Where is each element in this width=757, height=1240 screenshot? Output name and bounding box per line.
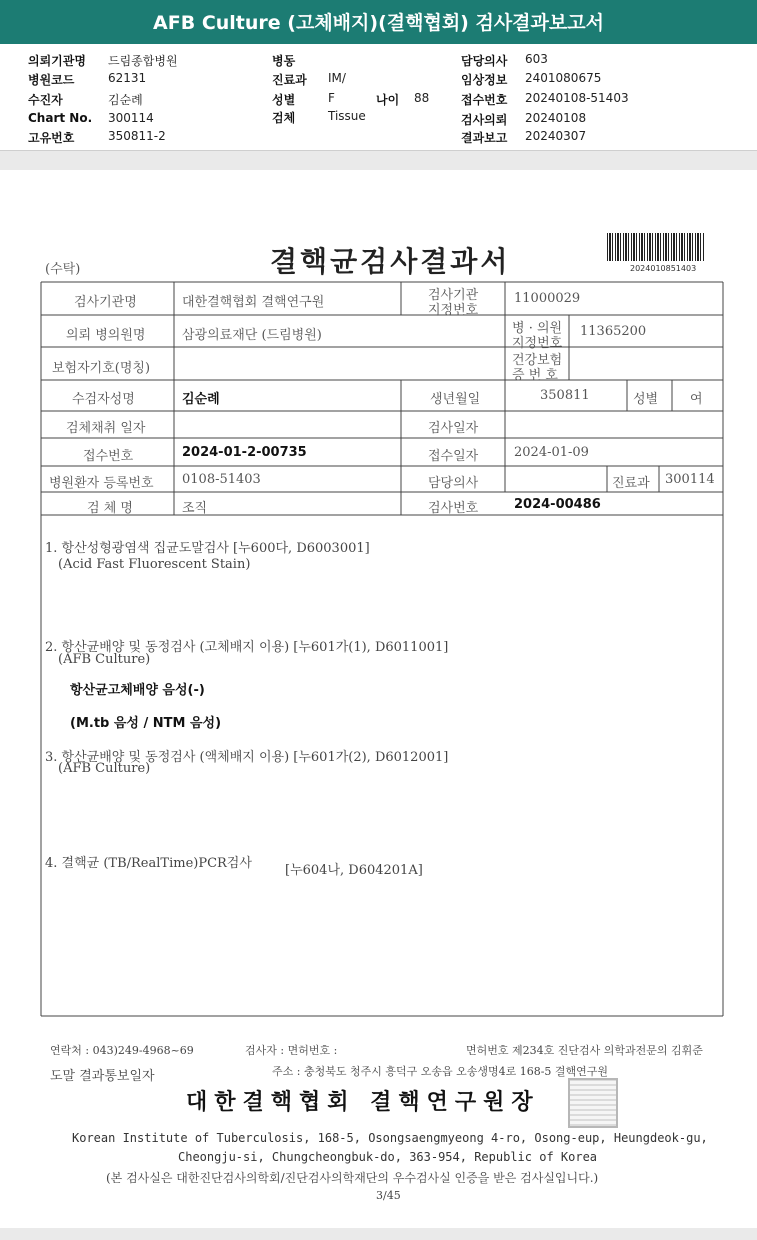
label-request-date: 검사의뢰 <box>461 113 508 127</box>
label-specimen-name: 검 체 명 <box>87 501 133 516</box>
label-accession-date: 접수일자 <box>428 449 479 464</box>
item-3-subtitle: (AFB Culture) <box>58 761 151 776</box>
label-age: 나이 <box>376 93 400 107</box>
label-receipt-no: 접수번호 <box>461 93 508 107</box>
label-ward: 병동 <box>272 54 296 68</box>
address-english-2: Cheongju-si, Chungcheongbuk-do, 363-954, Republic of Korea <box>178 1150 598 1164</box>
patient-info-panel <box>0 44 757 151</box>
item-2-subtitle: (AFB Culture) <box>58 652 151 667</box>
clinic-no: 11365200 <box>580 324 647 339</box>
item-3-title: 3. 항산균배양 및 동정검사 (액체배지 이용) [누601가(2), D6012001] <box>45 750 449 765</box>
label-doctor: 담당의사 <box>461 54 508 68</box>
label-insurance-no-1: 건강보험 <box>512 353 563 368</box>
report-date: 20240307 <box>525 129 587 143</box>
page-number: 3/45 <box>376 1189 401 1202</box>
label-chart-no: Chart No. <box>28 111 93 125</box>
certification-note: (본 검사실은 대한진단검사의학회/진단검사의학재단의 우수검사실 인증을 받은 검사실입니다.) <box>106 1171 599 1185</box>
label-testing-org: 검사기관명 <box>74 295 137 310</box>
patient-name: 김순례 <box>108 93 143 107</box>
label-testing-org-no-2: 지정번호 <box>428 303 479 318</box>
scanned-document <box>0 170 757 1228</box>
label-accession-no: 접수번호 <box>83 449 134 464</box>
receipt-no: 20240108-51403 <box>525 91 629 105</box>
license: 면허번호 제234호 진단검사 의학과전문의 김휘준 <box>466 1044 703 1057</box>
label-clinic-no-1: 병 · 의원 <box>512 321 563 336</box>
chart-no: 300114 <box>108 111 154 125</box>
label-testing-org-no-1: 검사기관 <box>428 288 479 303</box>
label-attending-doctor: 담당의사 <box>428 476 479 491</box>
notice-date-label: 도말 결과통보일자 <box>50 1069 155 1084</box>
age: 88 <box>414 91 430 105</box>
accession-date: 2024-01-09 <box>514 445 589 460</box>
label-requesting-org: 의뢰기관명 <box>28 54 86 68</box>
official-seal <box>568 1078 618 1128</box>
accession-no: 2024-01-2-00735 <box>182 445 307 460</box>
item-1-title: 1. 항산성형광염색 집균도말검사 [누600다, D6003001] <box>45 541 370 556</box>
label-collection-date: 검체채취 일자 <box>66 421 146 436</box>
requesting-org: 드림종합병원 <box>108 54 178 68</box>
specimen-name: 조직 <box>182 501 208 516</box>
label-hospital-code: 병원코드 <box>28 73 75 87</box>
contact: 연락처 : 043)249-4968~69 <box>50 1044 194 1057</box>
birth-date: 350811 <box>540 388 590 403</box>
examiner: 검사자 : 면허번호 : <box>245 1044 338 1057</box>
label-insurance-no-2: 증 번 호 <box>512 368 558 383</box>
item-2-title: 2. 항산균배양 및 동정검사 (고체배지 이용) [누601가(1), D6011001] <box>45 640 449 655</box>
label-unique-no: 고유번호 <box>28 131 75 145</box>
clinical-info: 2401080675 <box>525 71 602 85</box>
label-clinical-info: 임상정보 <box>461 73 508 87</box>
label-clinic-dept: 진료과 <box>612 476 650 491</box>
address-english-1: Korean Institute of Tuberculosis, 168-5, Osongsaengmyeong 4-ro, Osong-eup, Heungdeok-gu, <box>72 1131 708 1145</box>
sex: F <box>328 91 335 105</box>
document-title: 결핵균검사결과서 <box>270 245 511 278</box>
label-report-date: 결과보고 <box>461 131 508 145</box>
requesting-clinic: 삼광의료재단 (드림병원) <box>182 328 322 343</box>
report-title: AFB Culture (고체배지)(결핵협회) 검사결과보고서 <box>0 0 757 44</box>
item-2-result-detail: (M.tb 음성 / NTM 음성) <box>70 716 222 731</box>
label-sex: 성별 <box>272 93 296 107</box>
item-2-result: 항산균고체배양 음성(-) <box>70 683 205 698</box>
test-no: 2024-00486 <box>514 497 601 512</box>
examinee-sex: 여 <box>690 392 703 407</box>
request-date: 20240108 <box>525 111 587 125</box>
label-requesting-clinic: 의뢰 병의원명 <box>66 328 146 343</box>
item-1-subtitle: (Acid Fast Fluorescent Stain) <box>58 557 251 572</box>
specimen: Tissue <box>328 109 366 123</box>
hospital-patient-no: 0108-51403 <box>182 472 261 487</box>
item-4-title: 4. 결핵균 (TB/RealTime)PCR검사 <box>45 856 252 871</box>
examinee-name: 김순례 <box>182 392 220 407</box>
institute-name: 대한결핵협회 결핵연구원장 <box>186 1089 540 1115</box>
label-examinee-name: 수검자성명 <box>72 392 135 407</box>
label-specimen: 검체 <box>272 111 296 125</box>
doctor: 603 <box>525 52 548 66</box>
clinic-dept: 300114 <box>665 472 715 487</box>
testing-org: 대한결핵협회 결핵연구원 <box>182 295 325 310</box>
address-korean: 주소 : 충청북도 청주시 흥덕구 오송읍 오송생명4로 168-5 결핵연구원 <box>272 1065 609 1078</box>
label-birth-date: 생년월일 <box>430 392 481 407</box>
label-clinic-no-2: 지정번호 <box>512 336 563 351</box>
label-test-no: 검사번호 <box>428 501 479 516</box>
label-department: 진료과 <box>272 73 307 87</box>
label-insurer: 보험자기호(명칭) <box>52 361 151 376</box>
label-sex: 성별 <box>633 392 659 407</box>
department: IM/ <box>328 71 346 85</box>
testing-org-no: 11000029 <box>514 291 581 306</box>
unique-no: 350811-2 <box>108 129 166 143</box>
label-hospital-patient-no: 병원환자 등록번호 <box>49 476 154 491</box>
label-patient: 수진자 <box>28 93 63 107</box>
item-4-code: [누604나, D604201A] <box>285 863 423 878</box>
label-test-date: 검사일자 <box>428 421 479 436</box>
copy-type: (수탁) <box>45 262 81 277</box>
hospital-code: 62131 <box>108 71 147 85</box>
barcode-number: 2024010851403 <box>630 264 697 273</box>
